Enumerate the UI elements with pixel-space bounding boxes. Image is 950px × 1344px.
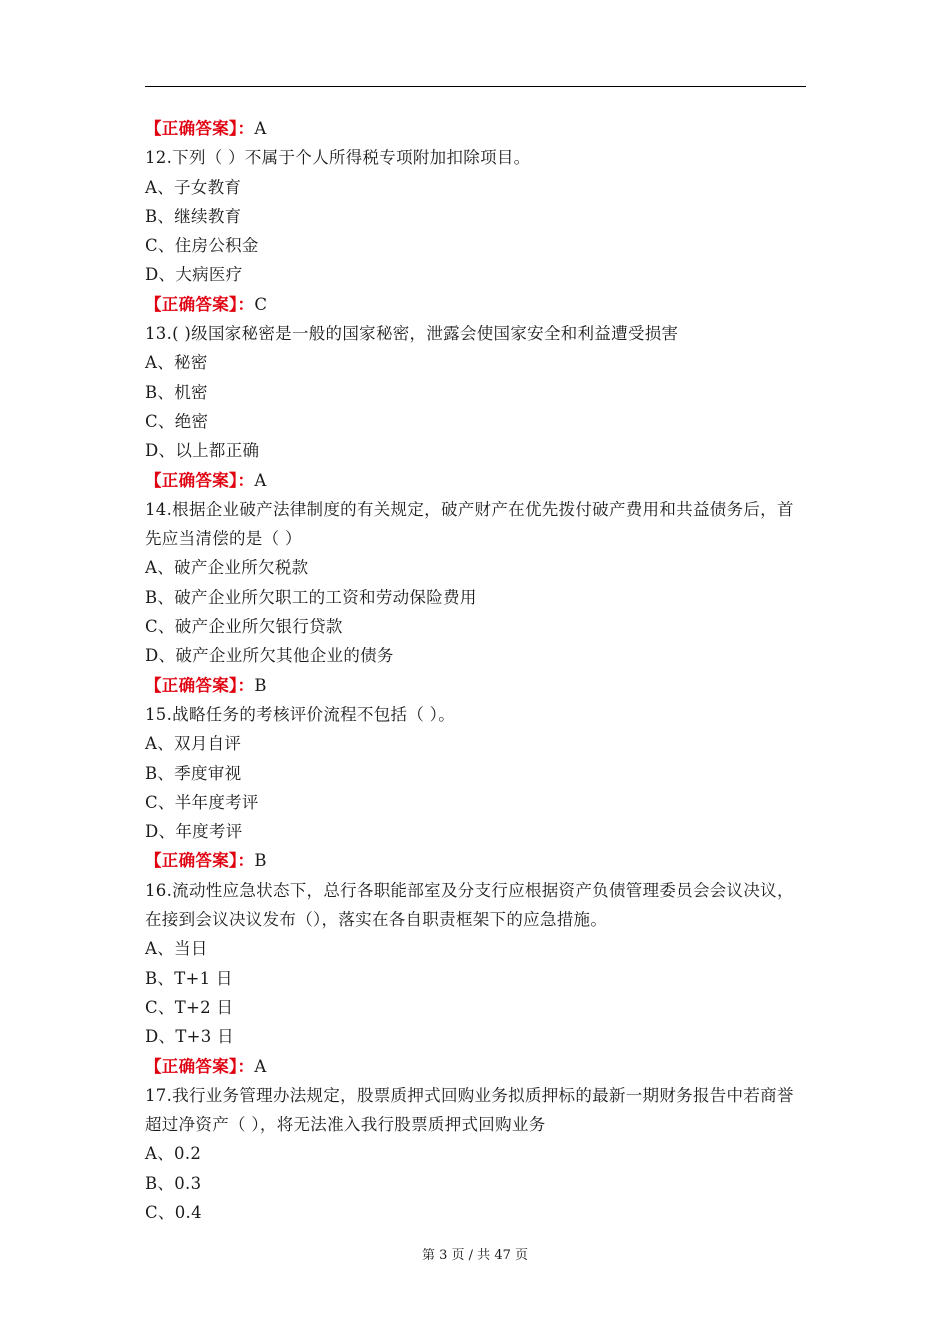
option-a: A、当日 xyxy=(145,939,208,959)
question-block xyxy=(145,495,807,700)
option-a: A、双月自评 xyxy=(145,734,242,754)
answer-value: C xyxy=(254,294,268,314)
page-footer: 第 3 页 / 共 47 页 xyxy=(422,1248,528,1263)
option-b: B、0.3 xyxy=(145,1173,202,1193)
question-stem: 15.战略任务的考核评价流程不包括（ ）。 xyxy=(145,704,456,724)
option-a: A、0.2 xyxy=(145,1144,202,1164)
answer-label: 【正确答案】： xyxy=(145,675,255,695)
answer-label: 【正确答案】： xyxy=(145,470,255,490)
option-d: D、年度考评 xyxy=(145,822,243,842)
option-b: B、季度审视 xyxy=(145,763,242,783)
question-stem: 14.根据企业破产法律制度的有关规定，破产财产在优先拨付破产费用和共益债务后，首先应当清偿的是（ ） xyxy=(145,499,794,549)
option-b: B、破产企业所欠职工的工资和劳动保险费用 xyxy=(145,587,477,607)
option-d: D、大病医疗 xyxy=(145,265,243,285)
answer-line xyxy=(145,466,807,495)
option-a: A、秘密 xyxy=(145,353,208,373)
question-stem: 16.流动性应急状态下，总行各职能部室及分支行应根据资产负债管理委员会会议决议，在接到会议决议发布（），落实在各自职责框架下的应急措施。 xyxy=(145,880,794,930)
option-b: B、T+1 日 xyxy=(145,968,233,988)
question-block xyxy=(145,876,807,1081)
question-stem: 12.下列（ ）不属于个人所得税专项附加扣除项目。 xyxy=(145,148,531,168)
question-block xyxy=(145,143,807,319)
answer-value: B xyxy=(254,851,267,871)
option-a: A、破产企业所欠税款 xyxy=(145,558,309,578)
question-stem: 17.我行业务管理办法规定，股票质押式回购业务拟质押标的最新一期财务报告中若商誉超过净资产（ ），将无法准入我行股票质押式回购业务 xyxy=(145,1085,794,1135)
header-rule xyxy=(145,86,806,87)
answer-value: B xyxy=(254,675,267,695)
document-body xyxy=(145,114,807,1227)
option-d: D、T+3 日 xyxy=(145,1027,234,1047)
answer-label: 【正确答案】： xyxy=(145,294,255,314)
option-c: C、半年度考评 xyxy=(145,792,259,812)
answer-label: 【正确答案】： xyxy=(145,1056,255,1076)
option-c: C、绝密 xyxy=(145,411,209,431)
answer-value: A xyxy=(254,1056,267,1076)
answer-value: A xyxy=(254,119,267,138)
option-c: C、T+2 日 xyxy=(145,997,234,1017)
answer-line xyxy=(145,1052,807,1081)
option-b: B、机密 xyxy=(145,382,208,402)
option-c: C、住房公积金 xyxy=(145,236,259,256)
question-block xyxy=(145,1081,807,1227)
question-stem: 13.( )级国家秘密是一般的国家秘密，泄露会使国家安全和利益遭受损害 xyxy=(145,324,679,344)
answer-line xyxy=(145,290,807,319)
answer-label: 【正确答案】： xyxy=(145,119,255,138)
option-d: D、以上都正确 xyxy=(145,441,260,461)
option-c: C、0.4 xyxy=(145,1202,202,1222)
answer-line xyxy=(145,671,807,700)
question-block xyxy=(145,700,807,876)
answer-value: A xyxy=(254,470,267,490)
answer-line xyxy=(145,114,807,143)
answer-label: 【正确答案】： xyxy=(145,851,255,871)
answer-line xyxy=(145,846,807,875)
option-d: D、破产企业所欠其他企业的债务 xyxy=(145,646,394,666)
option-c: C、破产企业所欠银行贷款 xyxy=(145,617,343,637)
option-b: B、继续教育 xyxy=(145,206,242,226)
option-a: A、子女教育 xyxy=(145,177,242,197)
question-block xyxy=(145,319,807,495)
